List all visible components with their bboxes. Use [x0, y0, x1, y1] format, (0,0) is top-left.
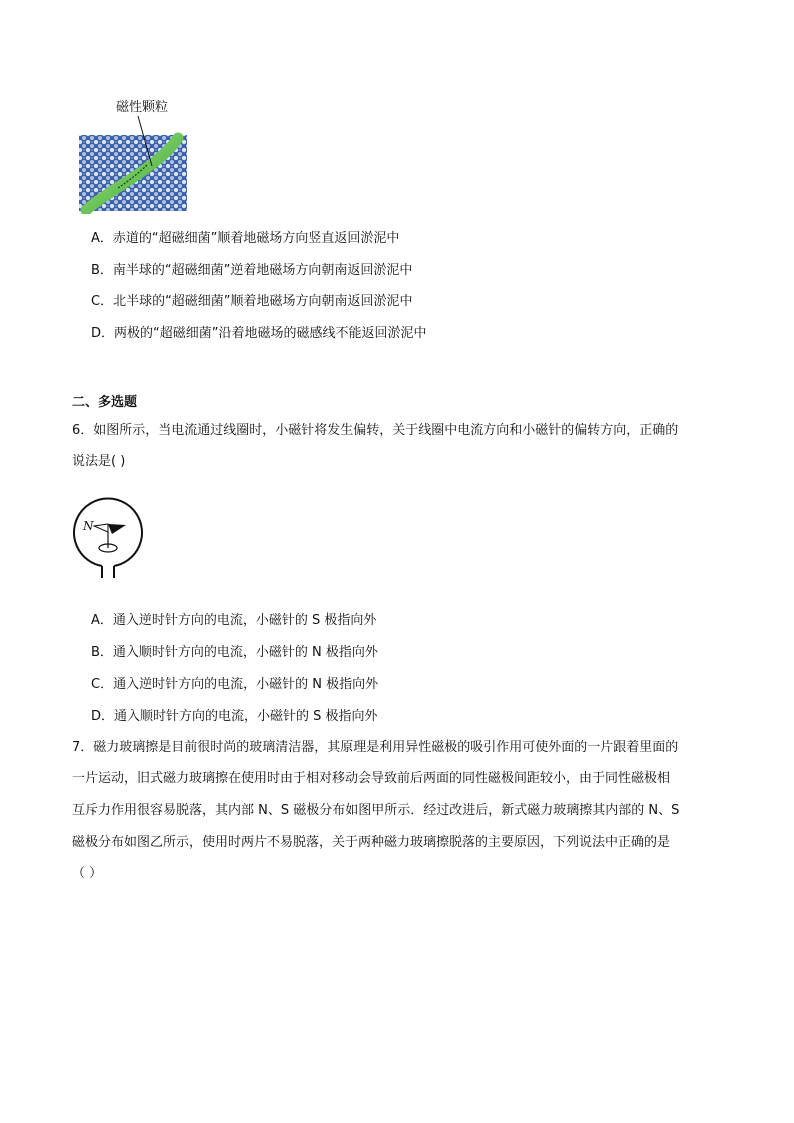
q5-option-c: C．北半球的“超磁细菌”顺着地磁场方向朝南返回淤泥中: [91, 294, 413, 309]
q7-stem-line1: 7．磁力玻璃擦是目前很时尚的玻璃清洁器，其原理是利用异性磁极的吸引作用可使外面的一片跟着里面的: [72, 740, 679, 755]
q6-option-c: C．通入逆时针方向的电流，小磁针的 N 极指向外: [91, 677, 379, 692]
q6-stem-line2: 说法是( ): [72, 454, 126, 469]
section-title-multiple-choice: 二、多选题: [72, 395, 138, 410]
magnetic-particle-label: 磁性颗粒: [116, 100, 169, 115]
q5-option-b: B．南半球的“超磁细菌”逆着地磁场方向朝南返回淤泥中: [91, 263, 413, 278]
q7-stem-line4: 磁极分布如图乙所示，使用时两片不易脱落，关于两种磁力玻璃擦脱落的主要原因，下列说法中正确的是: [72, 835, 671, 850]
q6-option-d: D．通入顺时针方向的电流，小磁针的 S 极指向外: [91, 709, 378, 724]
bacterium-figure: [78, 100, 190, 214]
q6-stem-line1: 6．如图所示，当电流通过线圈时，小磁针将发生偏转，关于线圈中电流方向和小磁针的偏转方向，正确的: [72, 423, 679, 438]
q5-option-a: A．赤道的“超磁细菌”顺着地磁场方向竖直返回淤泥中: [91, 231, 400, 246]
coil-compass-image: [72, 494, 144, 580]
q5-option-d: D．两极的“超磁细菌”沿着地磁场的磁感线不能返回淤泥中: [91, 326, 427, 341]
q6-option-b: B．通入顺时针方向的电流，小磁针的 N 极指向外: [91, 645, 378, 660]
q6-option-a: A．通入逆时针方向的电流，小磁针的 S 极指向外: [91, 613, 377, 628]
q7-stem-line2: 一片运动，旧式磁力玻璃擦在使用时由于相对移动会导致前后两面的同性磁极间距较小，由于同性磁极相: [72, 771, 671, 786]
bacterium-image: [78, 100, 190, 214]
q7-stem-line5: （ ）: [72, 866, 103, 881]
north-pole-label: N: [83, 519, 94, 533]
coil-compass-figure: [72, 494, 144, 580]
q7-stem-line3: 互斥力作用很容易脱落，其内部 N、S 磁极分布如图甲所示．经过改进后，新式磁力玻璃擦其内部的 N、S: [72, 803, 680, 818]
